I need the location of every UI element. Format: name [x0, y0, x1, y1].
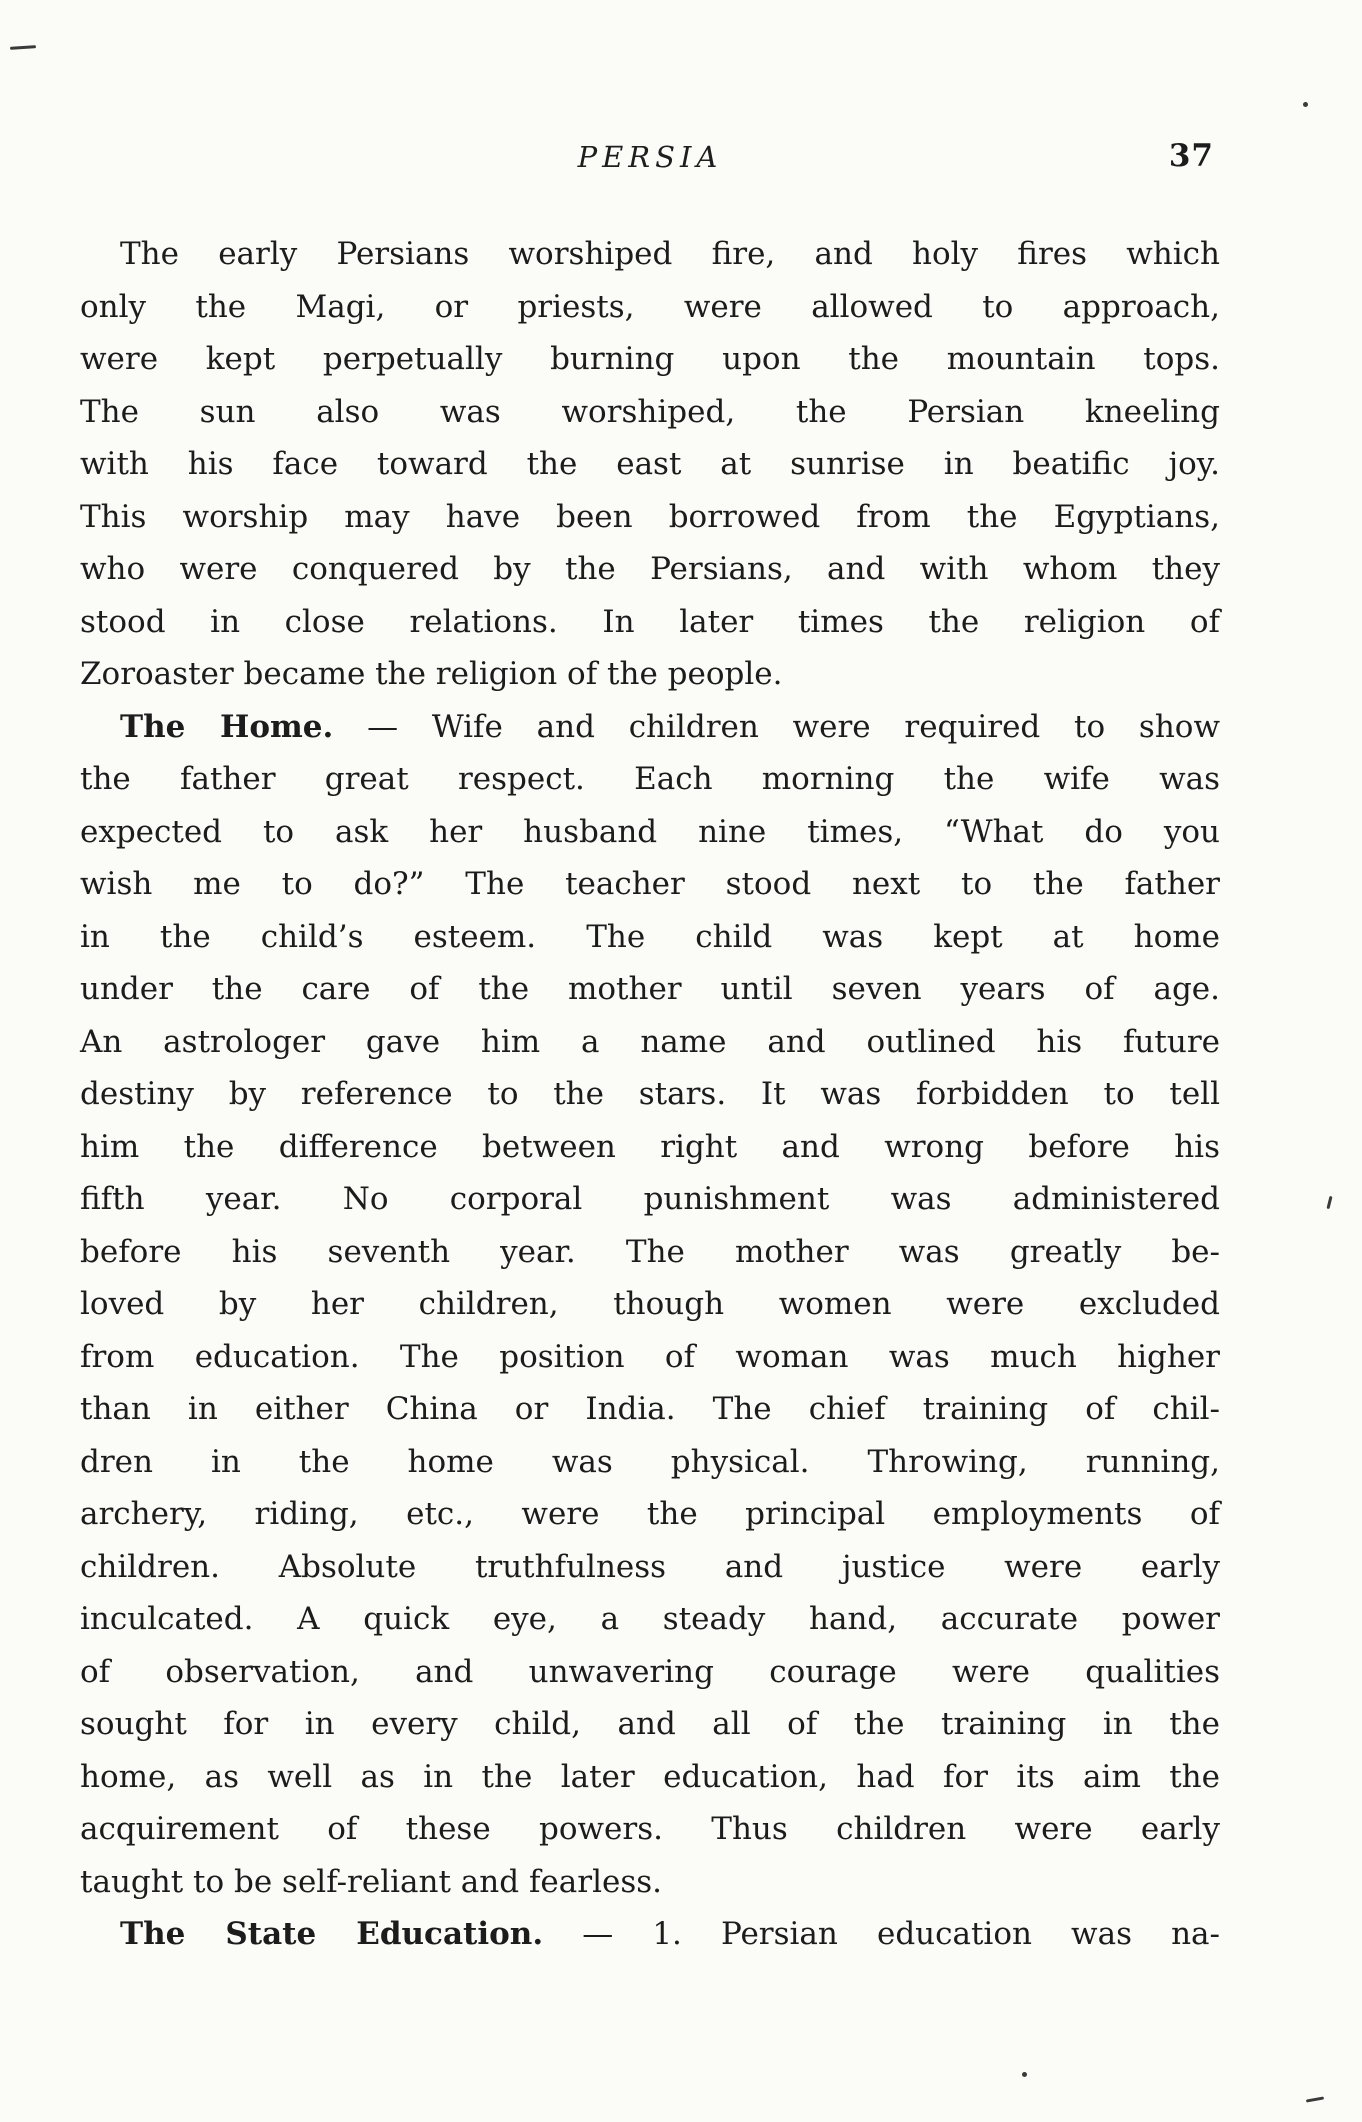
scan-artifact-tick-right-margin [1326, 1196, 1332, 1209]
paragraph-text: dren in the home was physical. Throwing, running, [80, 1443, 1220, 1480]
paragraph [80, 228, 1220, 701]
paragraph-text: in the child’s esteem. The child was kept at home [80, 918, 1220, 955]
paragraph-text: acquirement of these powers. Thus children were early [80, 1811, 1220, 1847]
text-line [80, 701, 1220, 754]
paragraph-text: children. Absolute truthfulness and justice were early [80, 1548, 1220, 1585]
paragraph-text: The sun also was worshiped, the Persian kneeling [80, 393, 1220, 430]
text-line [80, 1593, 1220, 1646]
paragraph-text: — Wife and children were required to show [333, 708, 1220, 745]
text-line [80, 543, 1220, 596]
paragraph-text: — 1. Persian education was na- [543, 1916, 1220, 1952]
text-line [80, 1016, 1220, 1069]
text-line [80, 1278, 1220, 1331]
paragraph [80, 1908, 1220, 1961]
paragraph-text: taught to be self-reliant and fearless. [80, 1863, 663, 1900]
paragraph-text: archery, riding, etc., were the principal employments of [80, 1496, 1220, 1532]
text-line [80, 1436, 1220, 1489]
text-line [80, 1698, 1220, 1751]
text-line [80, 1383, 1220, 1436]
scan-artifact-dot-bottom [1022, 2072, 1027, 2077]
text-line [80, 1226, 1220, 1279]
paragraph-text: under the care of the mother until seven years of age. [80, 971, 1220, 1007]
paragraph-text: inculcated. A quick eye, a steady hand, accurate power [80, 1601, 1220, 1637]
paragraph-text: before his seventh year. The mother was greatly be- [80, 1233, 1220, 1270]
paragraph-text: home, as well as in the later education, had for its aim the [80, 1758, 1220, 1795]
text-line [80, 1331, 1220, 1384]
paragraph-text: from education. The position of woman was much higher [80, 1338, 1220, 1375]
text-line [80, 1068, 1220, 1121]
paragraph-text: Zoroaster became the religion of the people. [80, 656, 783, 692]
text-block [80, 228, 1220, 1961]
paragraph-text: wish me to do?” The teacher stood next to the father [80, 866, 1220, 902]
text-line [80, 806, 1220, 859]
paragraph-text: than in either China or India. The chief training of chil- [80, 1391, 1220, 1427]
text-line [80, 1646, 1220, 1699]
paragraph-text: sought for in every child, and all of the training in the [80, 1706, 1220, 1742]
text-line [80, 491, 1220, 544]
text-line [80, 1856, 1220, 1909]
paragraph-text: were kept perpetually burning upon the mountain tops. [80, 341, 1220, 377]
text-line [80, 1173, 1220, 1226]
text-line [80, 438, 1220, 491]
paragraph-text: only the Magi, or priests, were allowed to approach, [80, 288, 1220, 325]
paragraph-lead-bold: The State Education. [120, 1916, 544, 1952]
paragraph-text: who were conquered by the Persians, and with whom they [80, 551, 1220, 587]
text-line [80, 1121, 1220, 1174]
text-line [80, 596, 1220, 649]
paragraph-text: of observation, and unwavering courage were qualities [80, 1653, 1220, 1690]
text-line [80, 858, 1220, 911]
paragraph-lead-bold: The Home. [120, 708, 334, 745]
text-line [80, 333, 1220, 386]
paragraph-text: stood in close relations. In later times the religion of [80, 603, 1220, 640]
text-line [80, 1751, 1220, 1804]
text-line [80, 228, 1220, 281]
paragraph-text: fifth year. No corporal punishment was administered [80, 1181, 1220, 1217]
text-line [80, 648, 1220, 701]
scan-artifact-dash-top-left [10, 45, 36, 50]
paragraph-text: loved by her children, though women were excluded [80, 1286, 1220, 1322]
text-line [80, 1488, 1220, 1541]
paragraph-text: him the difference between right and wrong before his [80, 1128, 1220, 1165]
scan-artifact-dash-bottom-right [1306, 2096, 1324, 2102]
text-line [80, 1908, 1220, 1961]
text-line [80, 1803, 1220, 1856]
paragraph-text: with his face toward the east at sunrise in beatific joy. [80, 446, 1220, 482]
text-line [80, 911, 1220, 964]
paragraph-text: The early Persians worshiped fire, and holy fires which [120, 236, 1220, 272]
paragraph-text: This worship may have been borrowed from the Egyptians, [80, 498, 1220, 535]
paragraph-text: An astrologer gave him a name and outlined his future [80, 1023, 1220, 1060]
text-line [80, 281, 1220, 334]
text-line [80, 386, 1220, 439]
text-line [80, 753, 1220, 806]
paragraph-text: destiny by reference to the stars. It was forbidden to tell [80, 1076, 1220, 1112]
running-head-title: PERSIA [577, 140, 723, 174]
paragraph [80, 701, 1220, 1909]
page-number: 37 [1168, 138, 1214, 174]
scan-artifact-dot-top-right [1303, 102, 1308, 107]
paragraph-text: the father great respect. Each morning the wife was [80, 761, 1220, 797]
page-header [80, 140, 1220, 186]
text-line [80, 1541, 1220, 1594]
text-line [80, 963, 1220, 1016]
paragraph-text: expected to ask her husband nine times, “What do you [80, 813, 1220, 850]
